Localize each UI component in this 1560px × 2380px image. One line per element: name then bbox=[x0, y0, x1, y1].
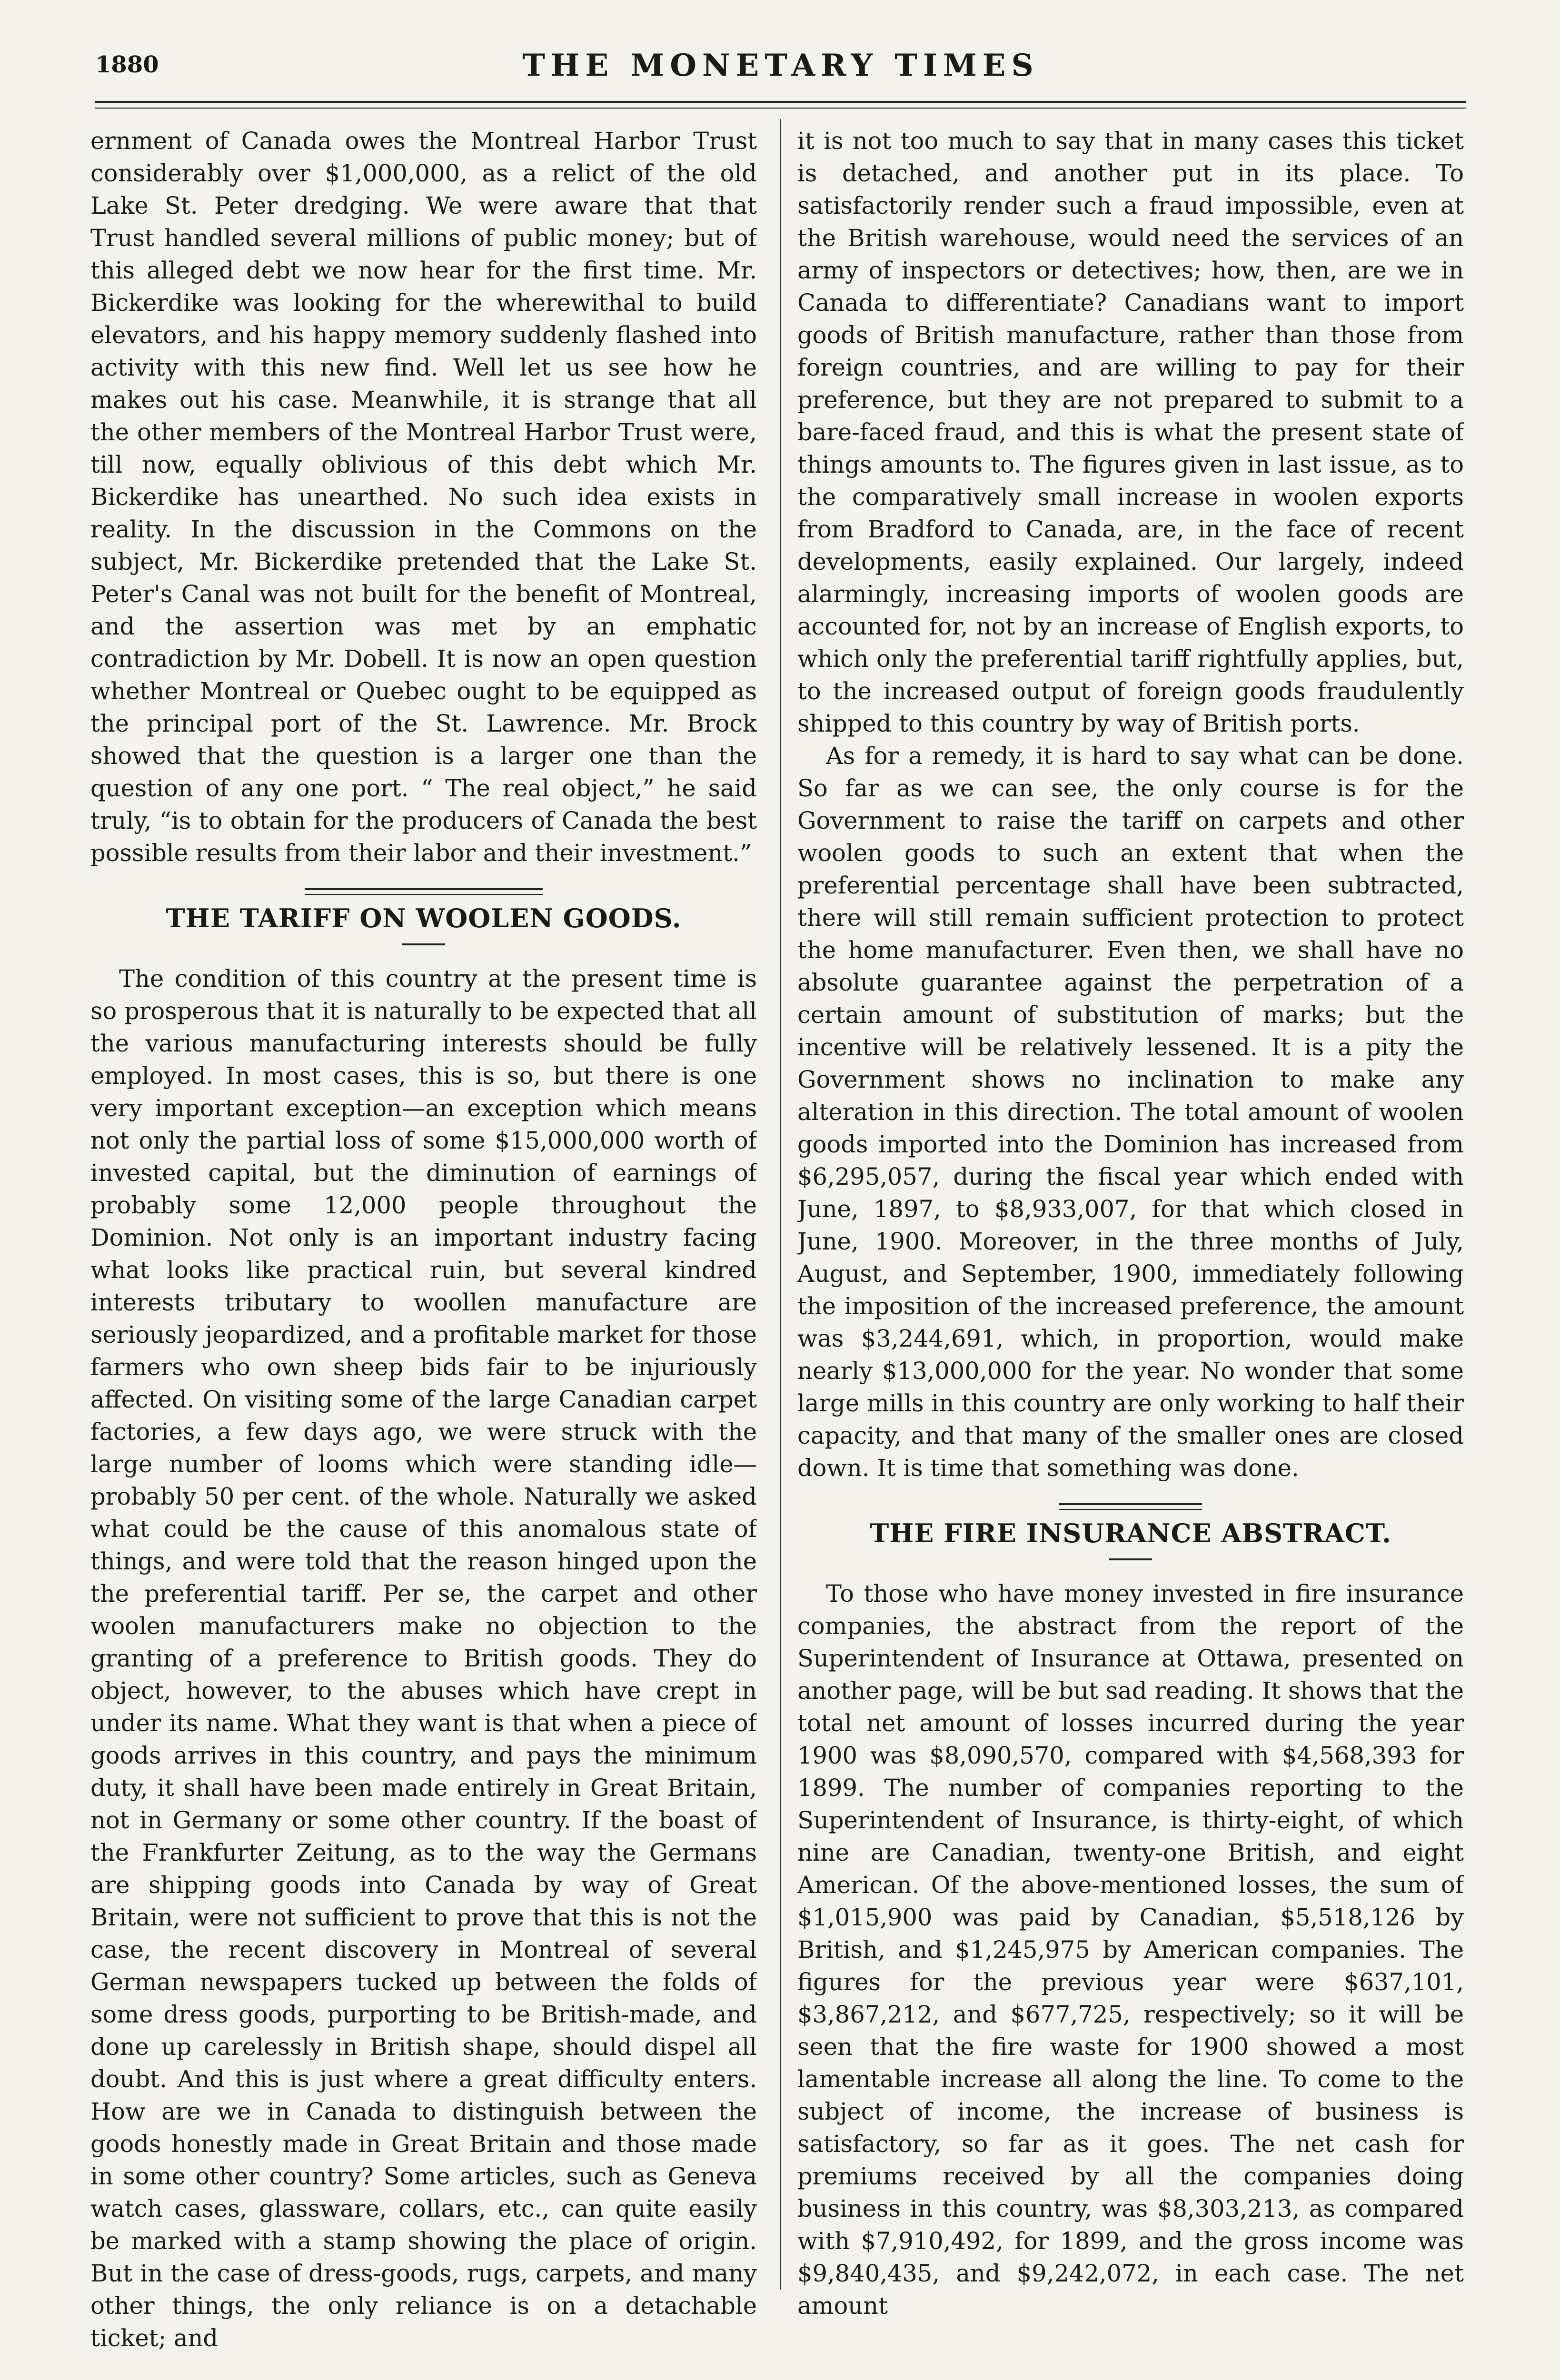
left-column bbox=[90, 125, 757, 2362]
page-number: 1880 bbox=[95, 51, 159, 78]
section-title-woolen-tariff: THE TARIFF ON WOOLEN GOODS. bbox=[166, 903, 682, 933]
tariff-paragraph: The condition of this country at the present time is so prosperous that it is naturally to be expected that all the various manufacturing interests should be fully employed. In most cases, this is so, but there is one very important exception—an exception which means not only the partial loss of some $15,000,000 worth of invested capital, but the diminution of earnings of probably some 12,000 people throughout the Dominion. Not only is an important industry facing what looks like practical ruin, but several kindred interests tributary to woollen manufacture are seriously jeopardized, and a profitable market for those farmers who own sheep bids fair to be injuriously affected. On visiting some of the large Canadian carpet factories, a few days ago, we were struck with the large number of looms which were standing idle—probably 50 per cent. of the whole. Naturally we asked what could be the cause of this anomalous state of things, and were told that the reason hinged upon the the preferential tariff. Per se, the carpet and other woolen manufacturers make no objection to the granting of a preference to British goods. They do object, however, to the abuses which have crept in under its name. What they want is that when a piece of goods arrives in this country, and pays the minimum duty, it shall have been made entirely in Great Britain, not in Germany or some other country. If the boast of the Frankfurter Zeitung, as to the way the Germans are shipping goods into Canada by way of Great Britain, were not sufficient to prove that this is not the case, the recent discovery in Montreal of several German newspapers tucked up between the folds of some dress goods, purporting to be British-made, and done up carelessly in British shape, should dispel all doubt. And this is just where a great difficulty enters. How are we in Canada to distinguish between the goods honestly made in Great Britain and those made in some other country? Some articles, such as Geneva watch cases, glassware, collars, etc., can quite easily be marked with a stamp showing the place of origin. But in the case of dress-goods, rugs, carpets, and many other things, the only reliance is on a detachable ticket; and bbox=[90, 965, 757, 2352]
column-divider bbox=[780, 119, 781, 2290]
header-rule-thin bbox=[95, 108, 1466, 109]
remedy-paragraph: As for a remedy, it is hard to say what can be done. So far as we can see, the only course is for the Government to raise the tariff on carpets and other woolen goods to such an extent that when the preferential percentage shall have been subtracted, there will still remain sufficient protection to protect the home manufacturer. Even then, we shall have no absolute guarantee against the perpetration of a certain amount of substitution of marks; but the incentive will be relatively lessened. It is a pity the Government shows no inclination to make any alteration in this direction. The total amount of woolen goods imported into the Dominion has increased from $6,295,057, during the fiscal year which ended with June, 1897, to $8,933,007, for that which closed in June, 1900. Moreover, in the three months of July, August, and September, 1900, immediately following the imposition of the increased preference, the amount was $3,244,691, which, in proportion, would make nearly $13,000,000 for the year. No wonder that some large mills in this country are only working to half their capacity, and that many of the smaller ones are closed down. It is time that something was done. bbox=[797, 742, 1464, 1482]
section-separator bbox=[305, 888, 543, 895]
fire-insurance-paragraph: To those who have money invested in fire insurance companies, the abstract from the report of the Superintendent of Insurance at Ottawa, presented on another page, will be but sad reading. It shows that the total net amount of losses incurred during the year 1900 was $8,090,570, compared with $4,568,393 for 1899. The number of companies reporting to the Superintendent of Insurance, is thirty-eight, of which nine are Canadian, twenty-one British, and eight American. Of the above-mentioned losses, the sum of $1,015,900 was paid by Canadian, $5,518,126 by British, and $1,245,975 by American companies. The figures for the previous year were $637,101, $3,867,212, and $677,725, respectively; so it will be seen that the fire waste for 1900 showed a most lamentable increase all along the line. To come to the subject of income, the increase of business is satisfactory, so far as it goes. The net cash for premiums received by all the companies doing business in this country, was $8,303,213, as compared with $7,910,492, for 1899, and the gross income was $9,840,435, and $9,242,072, in each case. The net amount bbox=[797, 1580, 1464, 2320]
section-separator bbox=[1059, 1503, 1202, 1510]
title-underline bbox=[402, 943, 445, 945]
tariff-continued-paragraph: it is not too much to say that in many cases this ticket is detached, and another put in its place. To satisfactorily render such a fraud impossible, even at the British warehouse, would need the services of an army of inspectors or detectives; how, then, are we in Canada to differentiate? Canadians want to import goods of British manufacture, rather than those from foreign countries, and are willing to pay for their preference, but they are not prepared to submit to a bare-faced fraud, and this is what the present state of things amounts to. The figures given in last issue, as to the comparatively small increase in woolen exports from Bradford to Canada, are, in the face of recent developments, easily explained. Our largely, indeed alarmingly, increasing imports of woolen goods are accounted for, not by an increase of English exports, to which only the preferential tariff rightfully applies, but, to the increased output of foreign goods fraudulently shipped to this country by way of British ports. bbox=[797, 127, 1464, 737]
page-header bbox=[95, 48, 1466, 90]
section-title-fire-insurance: THE FIRE INSURANCE ABSTRACT. bbox=[870, 1518, 1391, 1548]
right-column bbox=[797, 125, 1464, 2362]
harbor-trust-paragraph: ernment of Canada owes the Montreal Harbor Trust considerably over $1,000,000, as a relict of the old Lake St. Peter dredging. We were aware that that Trust handled several millions of public money; but of this alleged debt we now hear for the first time. Mr. Bickerdike was looking for the wherewithal to build elevators, and his happy memory suddenly flashed into activity with this new find. Well let us see how he makes out his case. Meanwhile, it is strange that all the other members of the Montreal Harbor Trust were, till now, equally oblivious of this debt which Mr. Bickerdike has unearthed. No such idea exists in reality. In the discussion in the Commons on the subject, Mr. Bickerdike pretended that the Lake St. Peter's Canal was not built for the benefit of Montreal, and the assertion was met by an emphatic contradiction by Mr. Dobell. It is now an open question whether Montreal or Quebec ought to be equipped as the principal port of the St. Lawrence. Mr. Brock showed that the question is a larger one than the question of any one port. “ The real object,” he said truly, “is to obtain for the producers of Canada the best possible results from their labor and their investment.” bbox=[90, 127, 757, 867]
header-rule-thick bbox=[95, 101, 1466, 103]
masthead-title: THE MONETARY TIMES bbox=[522, 48, 1039, 83]
title-underline bbox=[1109, 1558, 1152, 1560]
